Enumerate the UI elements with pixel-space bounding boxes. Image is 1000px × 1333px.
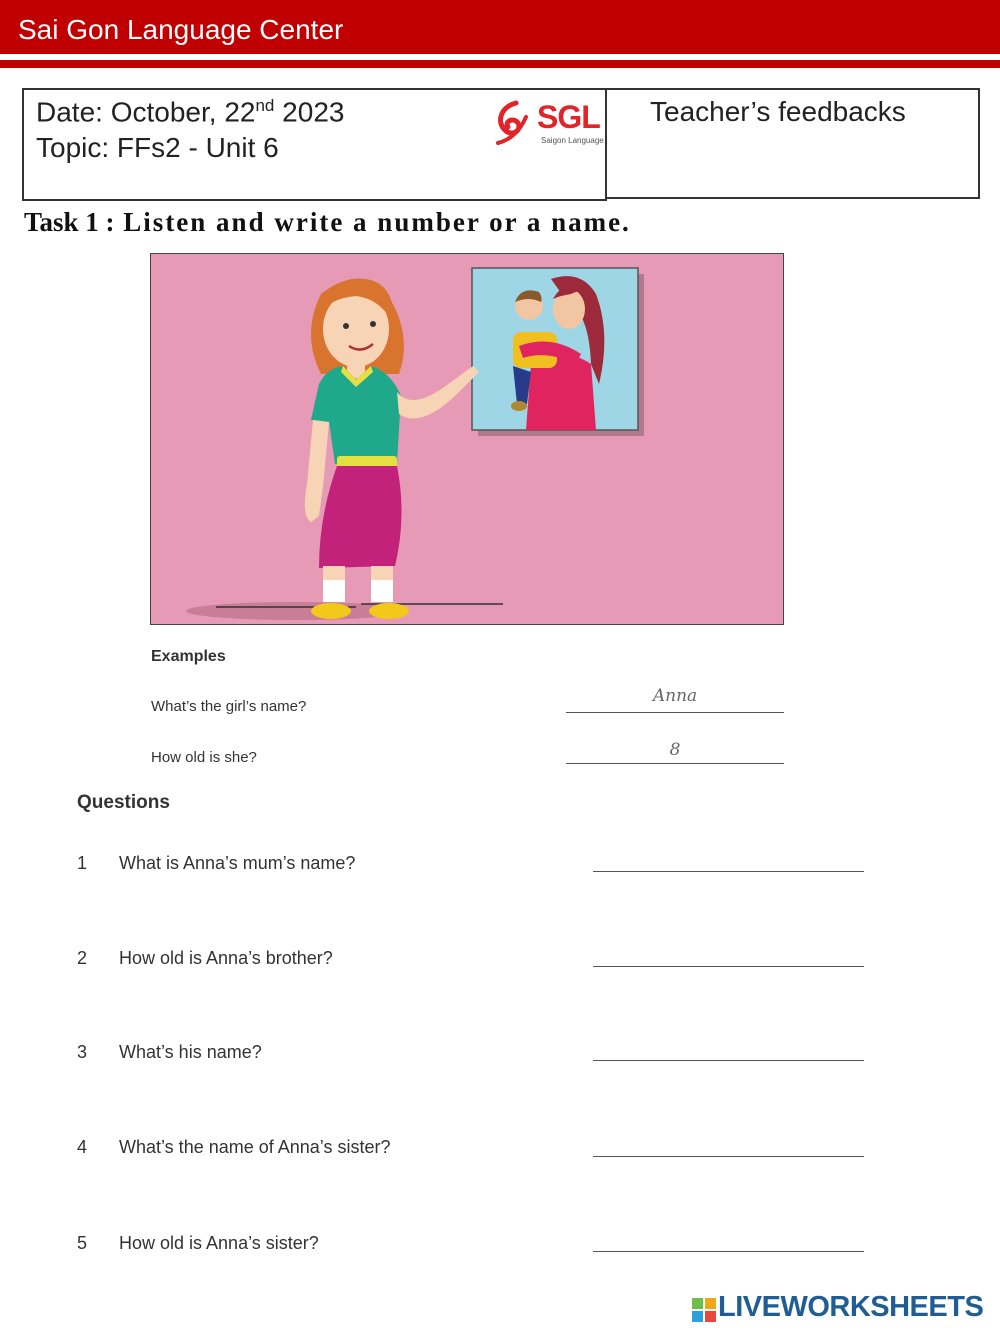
question-text: What’s his name? bbox=[119, 1042, 262, 1062]
girl-pointing-at-photo-image bbox=[151, 254, 784, 625]
answer-blank[interactable] bbox=[593, 966, 864, 967]
topic-line: Topic: FFs2 - Unit 6 bbox=[36, 132, 279, 163]
example-answer: 8 bbox=[669, 740, 681, 760]
answer-blank[interactable] bbox=[593, 1251, 864, 1252]
header-divider bbox=[0, 60, 1000, 68]
questions-heading: Questions bbox=[77, 792, 170, 813]
illustration bbox=[150, 253, 784, 625]
header-bar bbox=[0, 0, 1000, 54]
logo-text: SGL bbox=[537, 99, 600, 135]
question-number: 2 bbox=[77, 948, 88, 968]
question-text: How old is Anna’s brother? bbox=[119, 948, 333, 968]
answer-blank[interactable] bbox=[593, 1060, 864, 1061]
question-number: 4 bbox=[77, 1137, 88, 1157]
answer-blank[interactable] bbox=[593, 1156, 864, 1157]
task-heading: Task 1 : Listen and write a number or a name. bbox=[24, 207, 631, 237]
center-name: Sai Gon Language Center bbox=[18, 14, 344, 45]
liveworksheets-watermark: LIVEWORKSHEETS bbox=[718, 1291, 984, 1323]
examples-heading: Examples bbox=[151, 648, 226, 665]
liveworksheets-logo-icon bbox=[692, 1294, 718, 1324]
question-number: 1 bbox=[77, 853, 88, 873]
date-line: Date: October, 22nd 2023 bbox=[36, 96, 345, 128]
answer-blank[interactable] bbox=[593, 871, 864, 872]
example-answer-line bbox=[566, 763, 784, 764]
logo-subtitle: Saigon Language bbox=[541, 136, 604, 145]
example-answer-line bbox=[566, 712, 784, 713]
example-question: How old is she? bbox=[151, 749, 257, 766]
example-question: What’s the girl’s name? bbox=[151, 698, 307, 715]
question-text: What’s the name of Anna’s sister? bbox=[119, 1137, 391, 1157]
question-number: 5 bbox=[77, 1233, 88, 1253]
question-text: What is Anna’s mum’s name? bbox=[119, 853, 356, 873]
question-text: How old is Anna’s sister? bbox=[119, 1233, 319, 1253]
question-number: 3 bbox=[77, 1042, 88, 1062]
example-answer: Anna bbox=[652, 686, 698, 706]
feedback-title: Teacher’s feedbacks bbox=[650, 96, 906, 127]
